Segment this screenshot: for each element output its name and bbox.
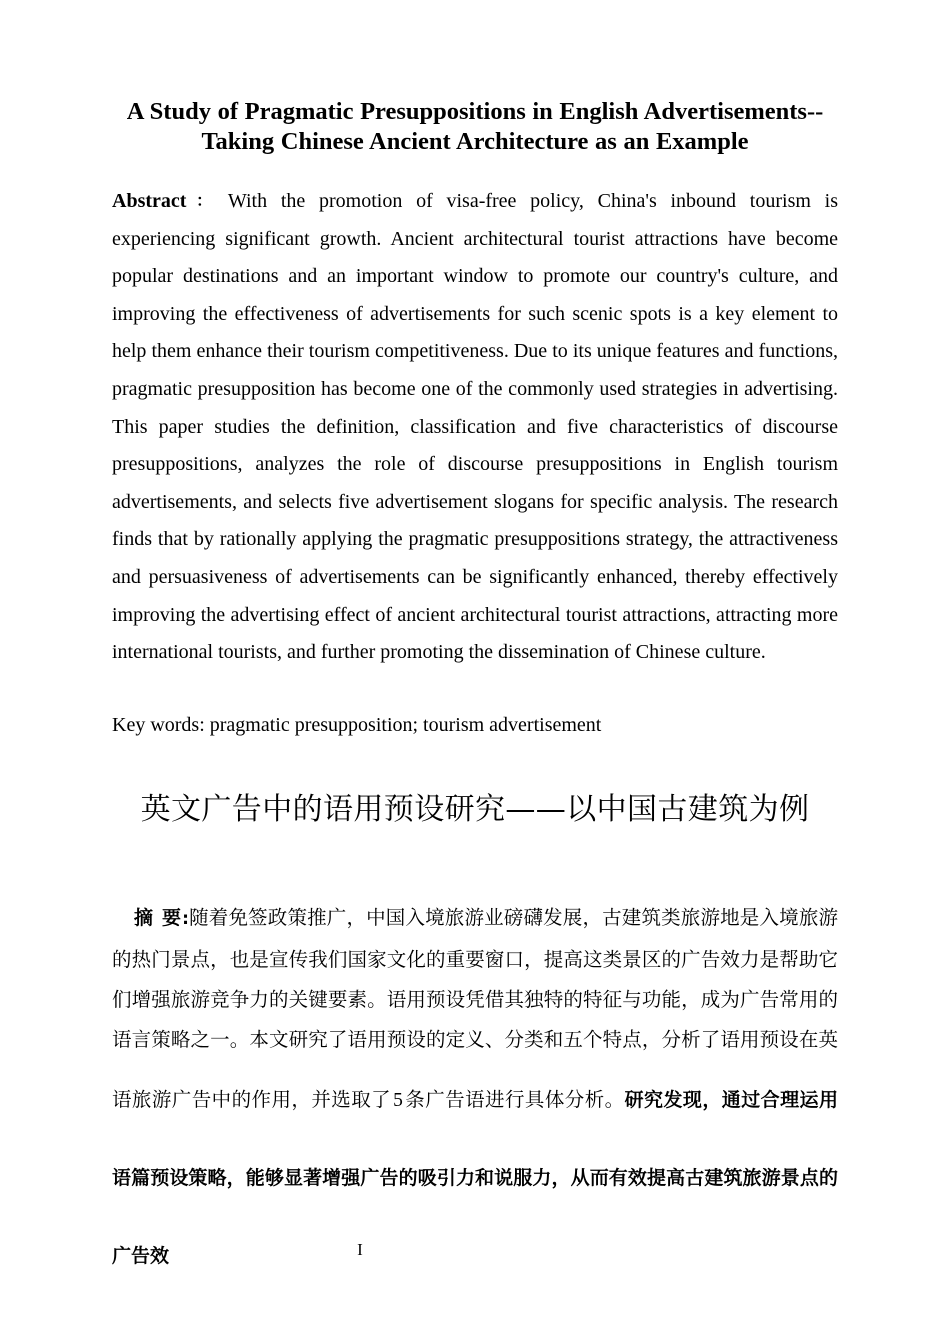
- english-keywords: Key words: pragmatic presupposition; tourism advertisement: [112, 713, 602, 736]
- chinese-abstract-part-one: 随着免签政策推广，中国入境旅游业磅礴发展，古建筑类旅游地是入境旅游的热门景点，也是宣传我们国家文化的重要窗口，提高这类景区的广告效力是帮助它们增强旅游竞争力的关键要素。语用预设凭借其独特的特征与功能，成为广告常用的语言策略之一。本文研究了语用预设的定义、分类和五个特点，分析了语用预设在英语旅游广告中的作用，并选取了: [112, 906, 838, 1111]
- english-abstract-body: With the promotion of visa-free policy, China's inbound tourism is experiencing significant growth. Ancient architectural tourist attractions have become popular destinations and an important window to promote our country's culture, and improving the effectiveness of advertisements for such scenic spots is a key element to help them enhance their tourism competitiveness. Due to its unique features and functions, pragmatic presupposition has become one of the commonly used strategies in advertising. This paper studies the definition, classification and five characteristics of discourse presuppositions, analyzes the role of discourse presuppositions in English tourism advertisements, and selects five advertisement slogans for specific analysis. The research finds that by rationally applying the pragmatic presuppositions strategy, the attractiveness and persuasiveness of advertisements can be significantly enhanced, thereby effectively improving the advertising effect of ancient architectural tourist attractions, attracting more international tourists, and further promoting the dissemination of Chinese culture.: [112, 190, 838, 664]
- english-abstract: [112, 156, 838, 672]
- page-number: I: [357, 1240, 363, 1259]
- chinese-abstract-slogan-count: 5: [393, 1089, 403, 1111]
- chinese-abstract-colon: :: [182, 909, 189, 930]
- chinese-abstract-part-two: 条广告语进行具体分析。: [404, 1087, 625, 1111]
- chinese-title: 英文广告中的语用预设研究——以中国古建筑为例: [140, 792, 810, 828]
- chinese-abstract-part-three: 研究发现，通过合理运用语篇预设策略，能够显著增强广告的吸引力和说服力，从而有效提高古建筑旅游景点的广告效: [112, 1088, 838, 1267]
- chinese-abstract-label: 摘 要: [134, 907, 183, 930]
- english-title: A Study of Pragmatic Presuppositions in English Advertisements--Taking Chinese Ancient Architecture as an Example: [126, 98, 824, 155]
- english-abstract-colon: ：: [187, 191, 221, 210]
- english-abstract-label: Abstract: [112, 190, 187, 212]
- chinese-abstract: [112, 832, 838, 1294]
- page-content: [112, 0, 838, 1295]
